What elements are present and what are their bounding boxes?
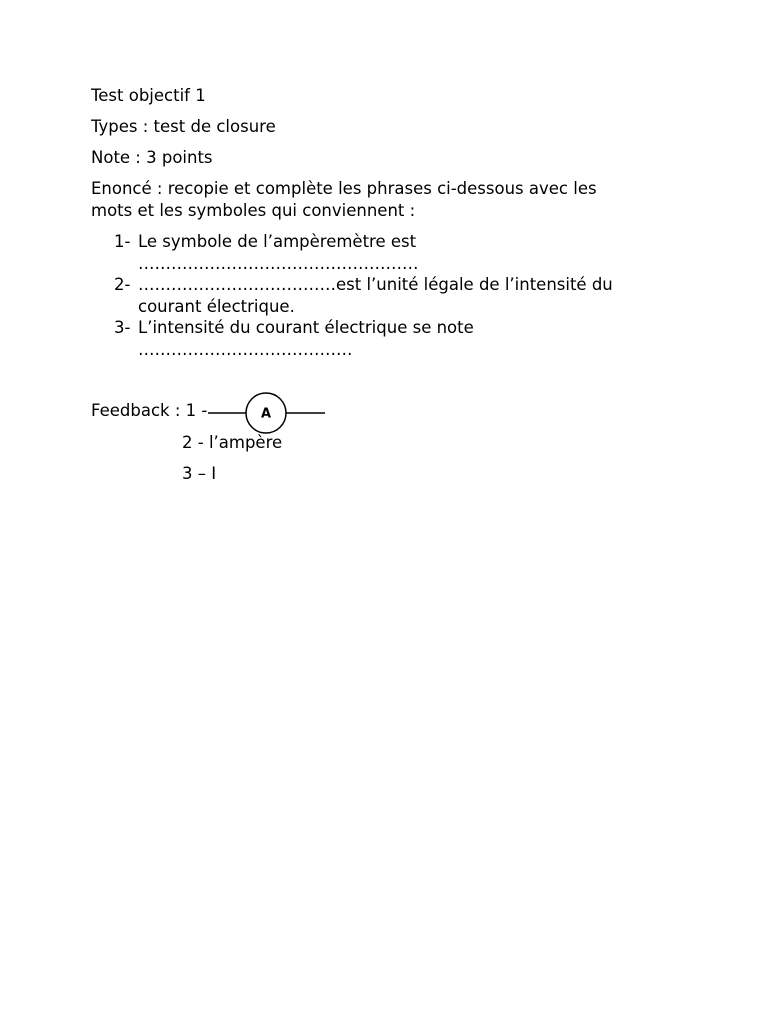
question-text-continued: courant électrique.: [138, 296, 295, 316]
questions-list: [91, 231, 711, 360]
question-text: L’intensité du courant électrique se note: [138, 318, 474, 337]
ammeter-letter: A: [260, 406, 272, 422]
question-item: [91, 231, 711, 274]
ammeter-symbol-icon: [208, 392, 328, 436]
question-number: 3-: [114, 318, 131, 337]
test-types: Types : test de closure: [91, 117, 276, 136]
question-number: 1-: [114, 232, 131, 251]
enonce-line-2: mots et les symboles qui conviennent :: [91, 200, 416, 220]
question-item: [91, 317, 711, 360]
test-title: Test objectif 1: [91, 86, 206, 105]
test-note: Note : 3 points: [91, 148, 213, 167]
question-number: 2-: [114, 275, 131, 294]
question-blank: …………………………………: [138, 339, 353, 359]
feedback-label: Feedback : 1 -: [91, 401, 208, 420]
feedback-answer-2: 2 - l’ampère: [182, 433, 283, 452]
question-item: [91, 274, 711, 317]
question-text: Le symbole de l’ampèremètre est: [138, 232, 417, 251]
enonce-line-1: Enoncé : recopie et complète les phrases ci-dessous avec les: [91, 179, 597, 198]
question-blank: ……………………………………………: [138, 253, 419, 273]
feedback-answer-3: 3 – I: [182, 464, 217, 483]
question-text: ………………………………est l’unité légale de l’intensité du: [138, 275, 613, 294]
